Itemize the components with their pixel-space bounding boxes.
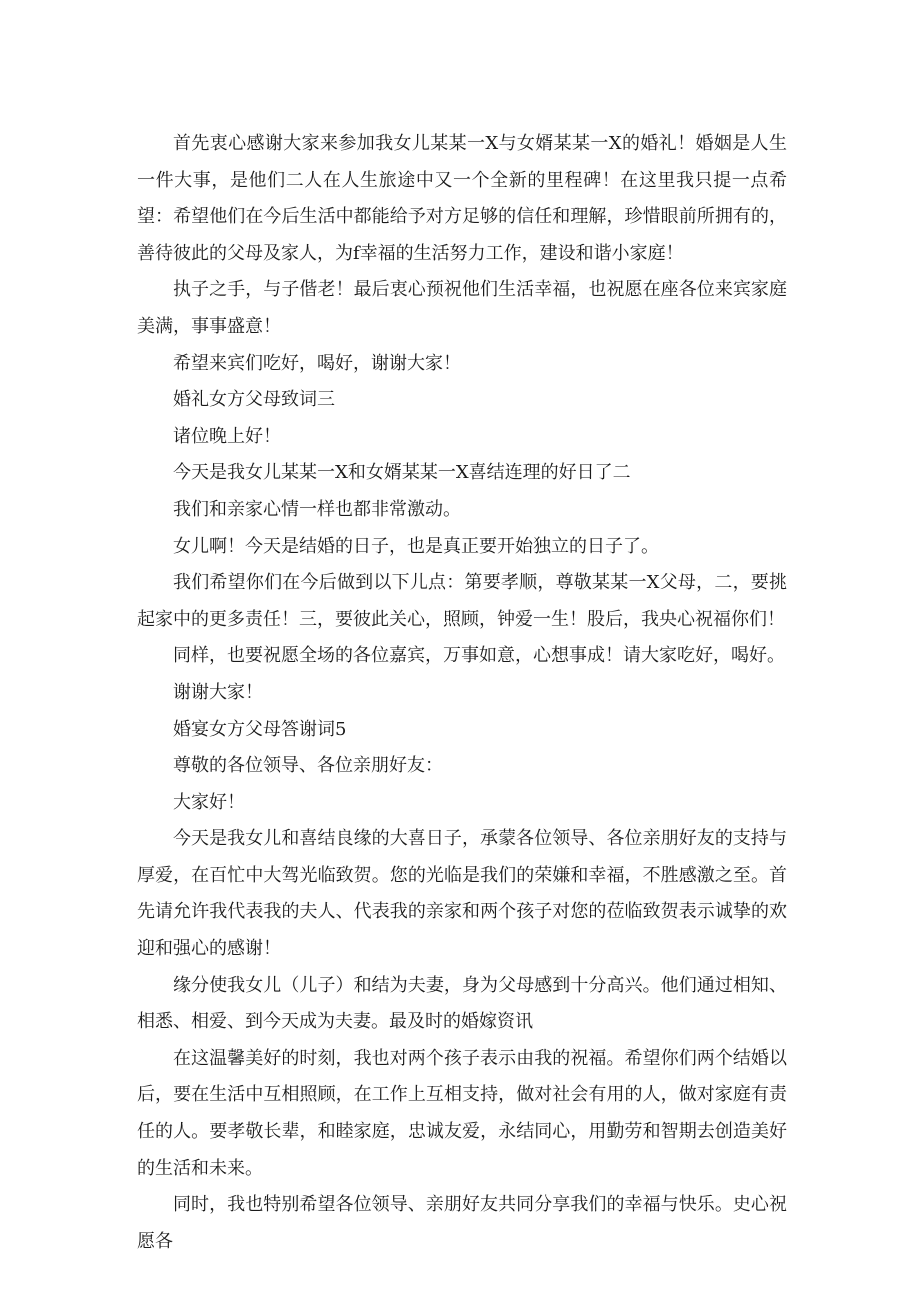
section-heading-5: 婚宴女方父母答谢词5 xyxy=(173,718,347,740)
paragraph-17: 在这温馨美好的时刻，我也对两个孩子表示由我的祝福。希望你们两个结婚以后，要在生活中互相照顾，在工作上互相支持，做对社会有用的人，做对家庭有责任的人。要孝敬长辈，和睦家庭，忠诚友爱，永结同心，用勤劳和智期去创造美好的生活和未来。 xyxy=(137,1047,787,1179)
paragraph-1: 首先衷心感谢大家来参加我女儿某某一X与女婿某某一X的婚礼！婚姻是人生一件大事，是他们二人在人生旅途中又一个全新的里程碑！在这里我只提一点希望：希望他们在今后生活中都能给予对方足够的信任和理解，珍惜眼前所拥有的，善待彼此的父母及家人，为f幸福的生活努力工作，建设和谐小家庭！ xyxy=(137,133,787,264)
section-heading-3: 婚礼女方父母致词三 xyxy=(173,389,335,411)
paragraph-6: 今天是我女儿某某一X和女婿某某一X喜结连理的好日了二 xyxy=(173,462,631,484)
paragraph-14: 大家好！ xyxy=(173,791,245,813)
paragraph-16: 缘分使我女儿（儿子）和结为夫妻，身为父母感到十分高兴。他们通过相知、相悉、相爱、到今天成为夫妻。最及时的婚嫁资讯 xyxy=(137,974,787,1033)
paragraph-9: 我们希望你们在今后做到以下儿点：第要孝顺，尊敬某某一X父母，二，要挑起家中的更多责任！三，要彼此关心，照顾，钟爱一生！股后，我央心祝福你们！ xyxy=(137,572,787,630)
paragraph-11: 谢谢大家！ xyxy=(173,681,263,703)
paragraph-10: 同样，也要祝愿全场的各位嘉宾，万事如意，心想事成！请大家吃好，喝好。 xyxy=(173,645,785,667)
paragraph-5: 诸位晚上好！ xyxy=(173,425,281,447)
paragraph-7: 我们和亲家心情一样也都非常激动。 xyxy=(173,498,461,520)
paragraph-8: 女儿啊！今天是结婚的日子，也是真正要开始独立的日子了。 xyxy=(173,535,659,557)
paragraph-13: 尊敬的各位领导、各位亲朋好友： xyxy=(173,755,443,777)
paragraph-3: 希望来宾们吃好，喝好，谢谢大家！ xyxy=(173,352,461,374)
paragraph-18: 同时，我也特别希望各位领导、亲朋好友共同分享我们的幸福与快乐。史心祝愿各 xyxy=(137,1194,787,1252)
paragraph-2: 执子之手，与子偕老！最后衷心预祝他们生活幸福，也祝愿在座各位来宾家庭美满，事事盛意！ xyxy=(137,279,787,337)
document-body xyxy=(137,126,787,1260)
paragraph-15: 今天是我女儿和喜结良缘的大喜日子，承蒙各位领导、各位亲朋好友的支持与厚爱，在百忙中大驾光临致贺。您的光临是我们的荣嫌和幸福，不胜感激之至。首先请允许我代表我的夫人、代表我的亲家和两个孩子对您的莅临致贺表示诚挚的欢迎和强心的感谢！ xyxy=(137,828,787,960)
